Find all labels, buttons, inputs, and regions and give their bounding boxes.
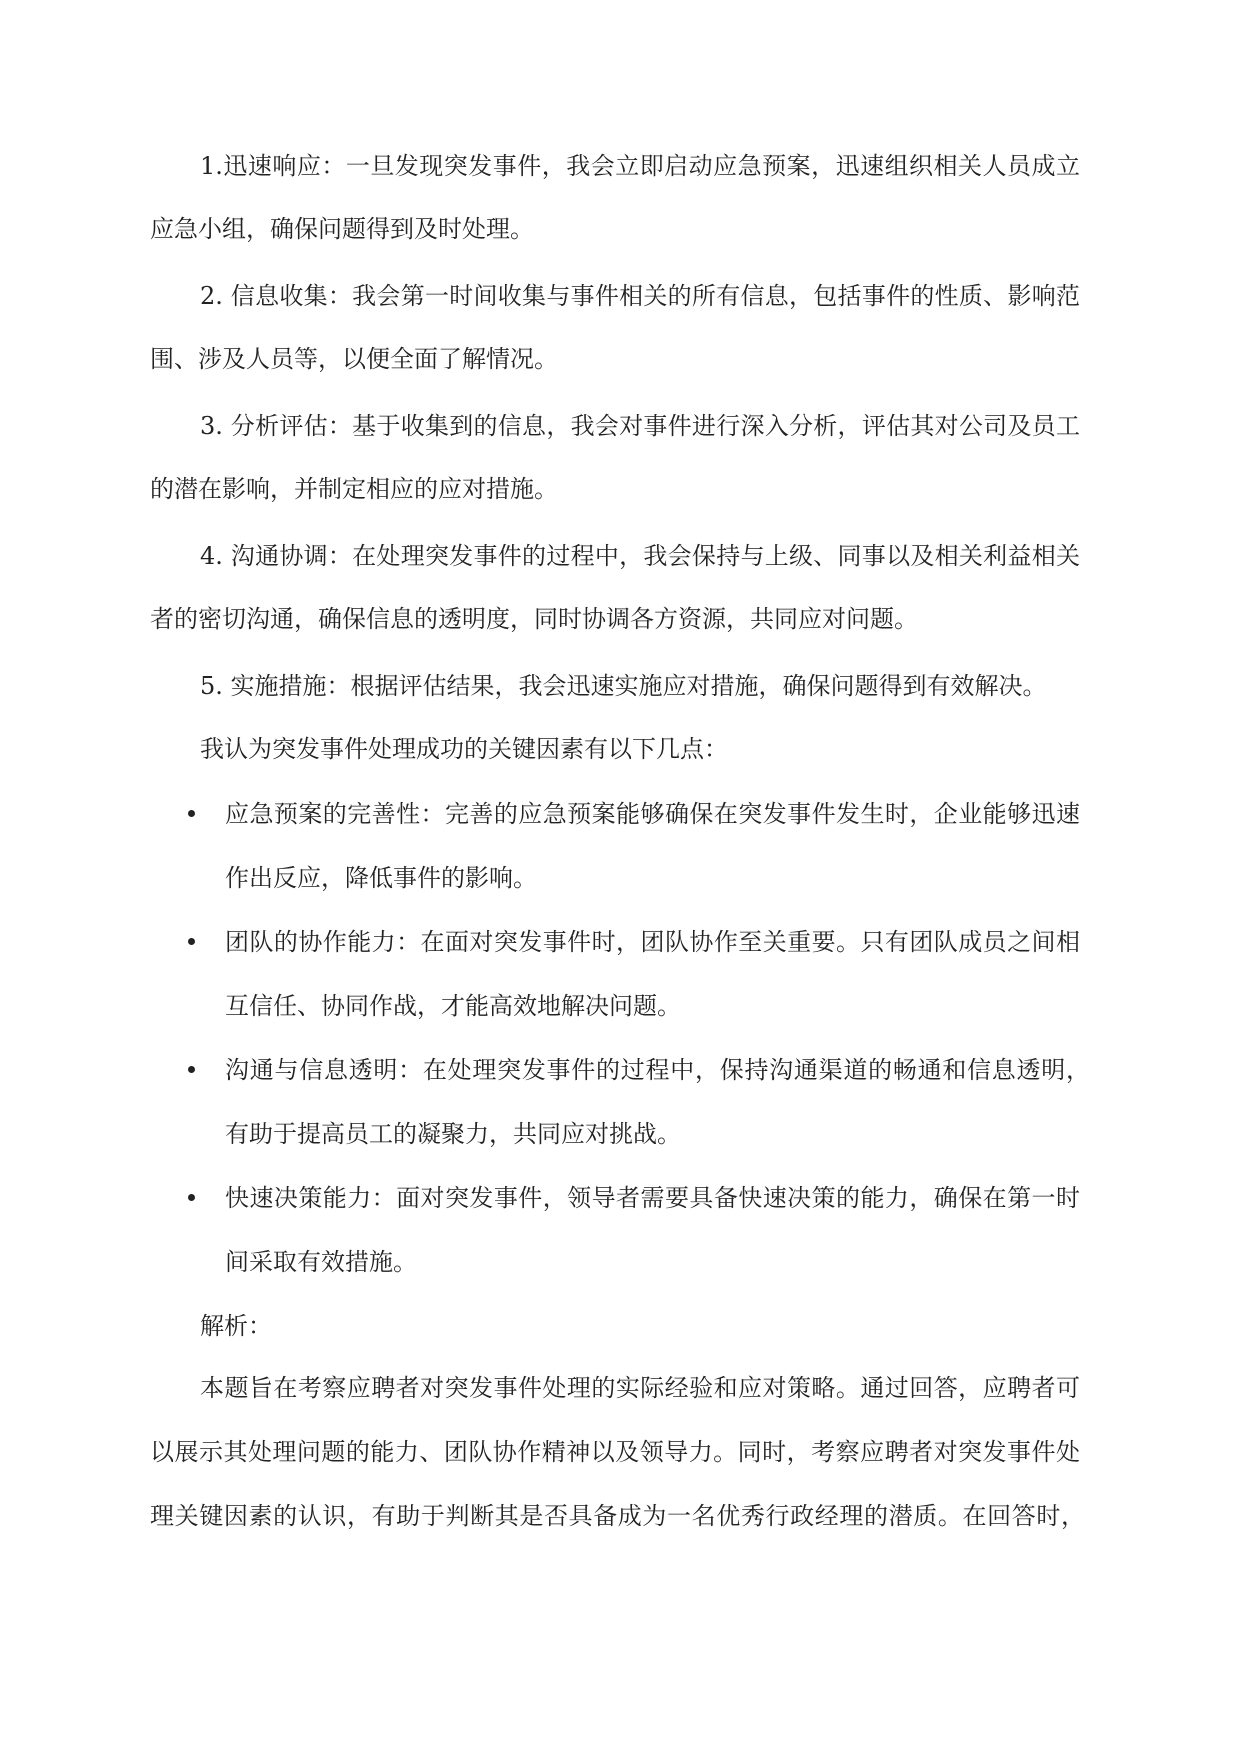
bullet-icon xyxy=(188,810,195,817)
step-4-line-2: 者的密切沟通，确保信息的透明度，同时协调各方资源，共同应对问题。 xyxy=(150,605,918,633)
analysis-line-2: 以展示其处理问题的能力、团队协作精神以及领导力。同时，考察应聘者对突发事件处 xyxy=(150,1438,1080,1466)
step-1-line-2: 应急小组，确保问题得到及时处理。 xyxy=(150,215,534,243)
step-3-line-1: 3. 分析评估：基于收集到的信息，我会对事件进行深入分析，评估其对公司及员工 xyxy=(200,412,1080,440)
analysis-line-3: 理关键因素的认识，有助于判断其是否具备成为一名优秀行政经理的潜质。在回答时， xyxy=(150,1502,1085,1530)
step-2-line-2: 围、涉及人员等，以便全面了解情况。 xyxy=(150,345,558,373)
key-factor-2-line-1: 团队的协作能力：在面对突发事件时，团队协作至关重要。只有团队成员之间相 xyxy=(225,928,1080,956)
step-4-line-1: 4. 沟通协调：在处理突发事件的过程中，我会保持与上级、同事以及相关利益相关 xyxy=(200,542,1080,570)
step-1-line-1: 1.迅速响应：一旦发现突发事件，我会立即启动应急预案，迅速组织相关人员成立 xyxy=(200,152,1080,180)
analysis-label: 解析： xyxy=(200,1312,272,1340)
key-factor-1-line-1: 应急预案的完善性：完善的应急预案能够确保在突发事件发生时，企业能够迅速 xyxy=(225,800,1080,828)
key-factor-3-line-2: 有助于提高员工的凝聚力，共同应对挑战。 xyxy=(225,1120,681,1148)
bullet-icon xyxy=(188,1066,195,1073)
key-factor-3-line-1: 沟通与信息透明：在处理突发事件的过程中，保持沟通渠道的畅通和信息透明， xyxy=(225,1056,1090,1084)
bullet-icon xyxy=(188,1194,195,1201)
step-2-line-1: 2. 信息收集：我会第一时间收集与事件相关的所有信息，包括事件的性质、影响范 xyxy=(200,282,1080,310)
key-factor-1-line-2: 作出反应，降低事件的影响。 xyxy=(225,864,537,892)
bullet-icon xyxy=(188,938,195,945)
step-5-line-1: 5. 实施措施：根据评估结果，我会迅速实施应对措施，确保问题得到有效解决。 xyxy=(200,672,1047,700)
key-factor-4-line-1: 快速决策能力：面对突发事件，领导者需要具备快速决策的能力，确保在第一时 xyxy=(225,1184,1080,1212)
key-factor-2-line-2: 互信任、协同作战，才能高效地解决问题。 xyxy=(225,992,681,1020)
key-factor-4-line-2: 间采取有效措施。 xyxy=(225,1248,417,1276)
analysis-line-1: 本题旨在考察应聘者对突发事件处理的实际经验和应对策略。通过回答，应聘者可 xyxy=(200,1374,1080,1402)
key-factors-intro: 我认为突发事件处理成功的关键因素有以下几点： xyxy=(200,735,728,763)
step-3-line-2: 的潜在影响，并制定相应的应对措施。 xyxy=(150,475,558,503)
